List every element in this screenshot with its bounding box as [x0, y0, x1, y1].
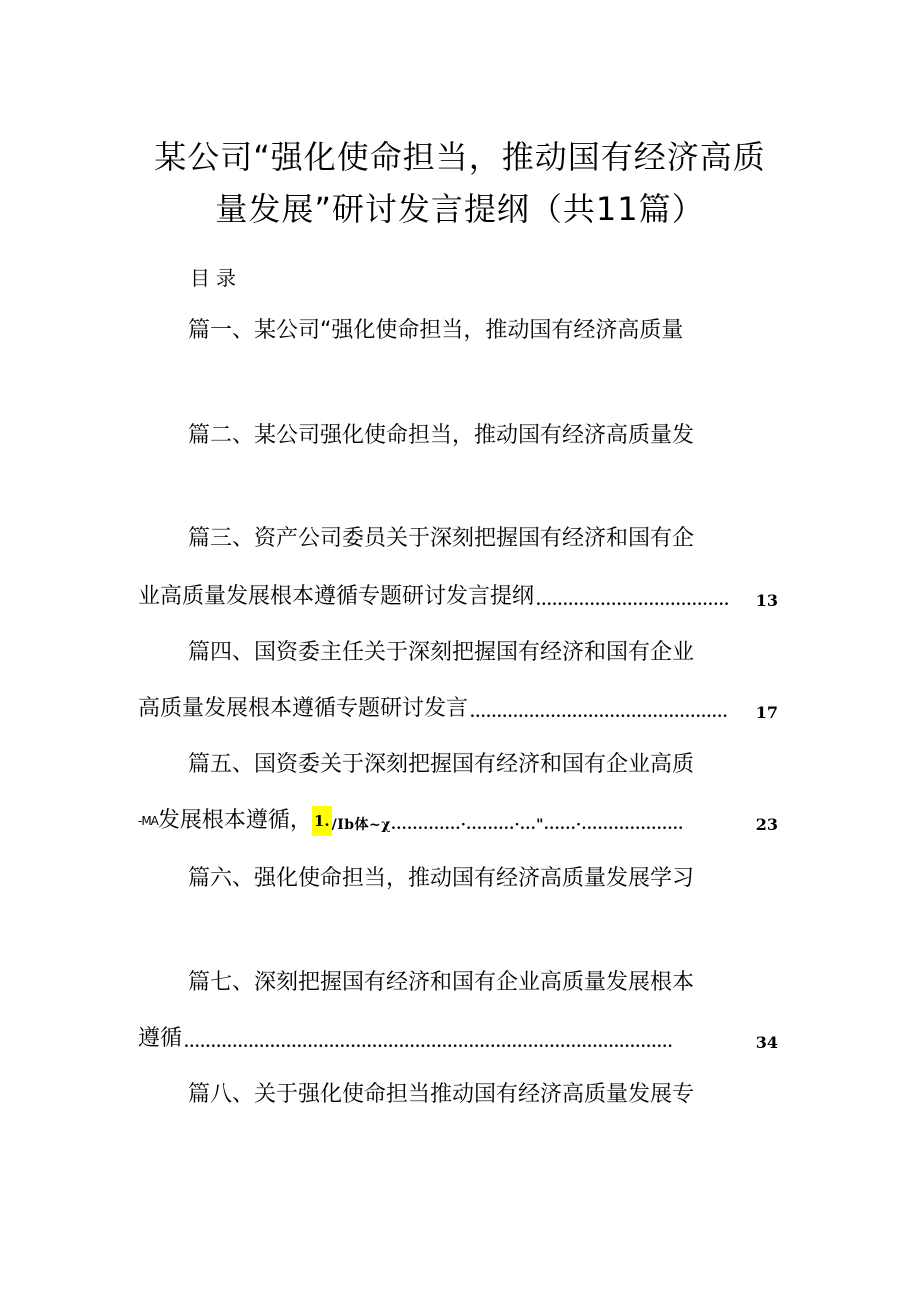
- toc-entry-5-page-number: 23: [755, 815, 778, 834]
- toc-entry-3[interactable]: 篇三、资产公司委员关于深刻把握国有经济和国有企: [188, 526, 695, 551]
- toc-entry-3-continuation[interactable]: [138, 582, 778, 612]
- toc-entry-8[interactable]: 篇八、关于强化使命担当推动国有经济高质量发展专: [188, 1082, 695, 1107]
- toc-entry-5-text: 发展根本遵循，: [157, 808, 312, 833]
- toc-entry-7-continuation[interactable]: [138, 1024, 778, 1054]
- toc-entry-5-continuation[interactable]: [138, 806, 778, 836]
- toc-entry-4-page-number: 17: [755, 703, 778, 722]
- toc-entry-1[interactable]: 篇一、某公司“强化使命担当，推动国有经济高质量: [188, 318, 684, 343]
- toc-entry-7-text: 遵循: [138, 1026, 183, 1051]
- document-title-line-2: 量发展”研讨发言提纲（共11篇）: [215, 190, 705, 228]
- toc-entry-2[interactable]: 篇二、某公司强化使命担当，推动国有经济高质量发: [188, 423, 695, 448]
- toc-entry-7-page-number: 34: [755, 1033, 778, 1052]
- document-title-line-1: 某公司“强化使命担当，推动国有经济高质: [154, 138, 766, 176]
- toc-entry-3-leader: ....................................: [536, 593, 730, 609]
- toc-entry-4-text: 高质量发展根本遵循专题研讨发言: [138, 696, 469, 721]
- toc-entry-5-prefix: -MA: [138, 814, 158, 828]
- toc-entry-4[interactable]: 篇四、国资委主任关于深刻把握国有经济和国有企业: [188, 640, 695, 665]
- toc-entry-3-text: 业高质量发展根本遵循专题研讨发言提纲: [138, 584, 535, 609]
- toc-entry-4-continuation[interactable]: [138, 694, 778, 724]
- toc-entry-4-leader: ................................................: [470, 705, 728, 721]
- toc-entry-5-highlight: 1.: [312, 806, 332, 836]
- toc-heading: 目录: [190, 266, 242, 290]
- toc-entry-7-leader: ...........................................................................................: [184, 1035, 674, 1051]
- toc-entry-5-garbled-leader: /Ib体~χ.............·.........·..."......·...................: [331, 817, 684, 833]
- toc-entry-7[interactable]: 篇七、深刻把握国有经济和国有企业高质量发展根本: [188, 970, 695, 995]
- toc-entry-3-page-number: 13: [755, 591, 778, 610]
- toc-entry-5[interactable]: 篇五、国资委关于深刻把握国有经济和国有企业高质: [188, 752, 695, 777]
- toc-entry-6[interactable]: 篇六、强化使命担当，推动国有经济高质量发展学习: [188, 866, 695, 891]
